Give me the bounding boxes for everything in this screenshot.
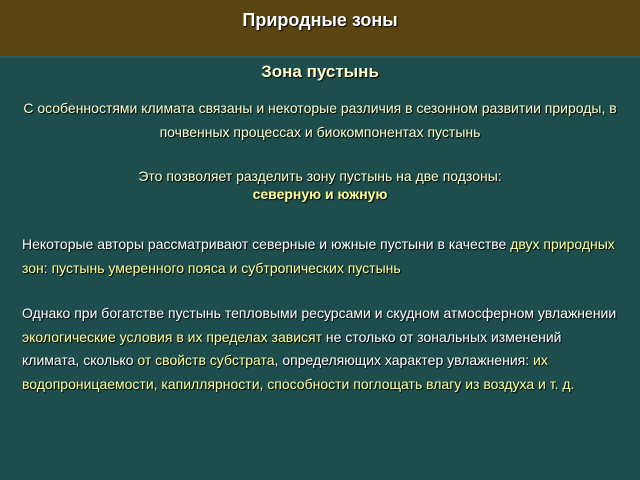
paragraph-authors xyxy=(22,233,622,280)
highlight-segment: пустынь умеренного пояса и субтропических пустынь xyxy=(51,259,401,276)
text-segment: Однако при богатстве пустынь тепловыми ресурсами и скудном атмосферном увлажнении xyxy=(22,305,617,321)
paragraph-climate-differences: С особенностями климата связаны и некоторые различия в сезонном развитии природы, в почвенных процессах и биокомпонентах пустынь xyxy=(23,100,617,140)
highlight-segment: двух природных зон xyxy=(22,236,615,276)
text-segment: Некоторые авторы рассматривают северные и южные пустыни в качестве xyxy=(22,236,511,252)
text-segment: : xyxy=(43,259,52,276)
highlight-segment: их водопроницаемости, капиллярности, способности поглощать влагу из воздуха и т. д. xyxy=(22,352,575,392)
highlight-segment: от свойств субстрата xyxy=(137,352,275,368)
subzones-emphasis: северную и южную xyxy=(252,186,388,202)
paragraph-subzones: Это позволяет разделить зону пустынь на две подзоны: xyxy=(138,168,502,184)
section-title: Зона пустынь xyxy=(261,62,379,81)
text-segment: , определяющих характер увлажнения: xyxy=(274,352,533,368)
page-title: Природные зоны xyxy=(242,10,398,30)
header-bar xyxy=(0,0,640,58)
text-segment: не столько от зональных изменений климата, сколько xyxy=(22,328,562,368)
paragraph-ecological-conditions xyxy=(22,302,622,396)
highlight-segment: экологические условия в их пределах зависят xyxy=(22,328,323,345)
